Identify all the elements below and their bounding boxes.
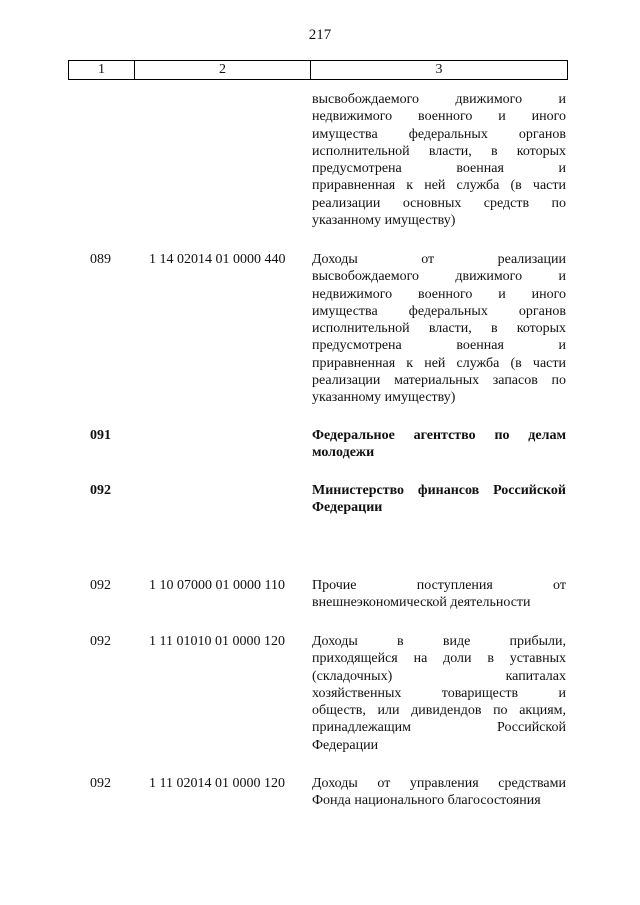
row-kbk: 1 11 01010 01 0000 120 <box>149 634 285 649</box>
row-code: 092 <box>90 578 111 593</box>
column-header-2: 2 <box>135 61 311 79</box>
description-line: приравненная к ней служба (в части <box>312 178 566 194</box>
description-line: обществ, или дивидендов по акциям, <box>312 703 566 719</box>
description-line: имущества федеральных органов <box>312 303 566 319</box>
description-line: реализации материальных запасов по <box>312 373 566 389</box>
description-line: Фонда национального благосостояния <box>312 793 541 809</box>
row-code: 092 <box>90 776 111 791</box>
description-line: имущества федеральных органов <box>312 126 566 142</box>
row-description <box>312 427 566 462</box>
description-line: высвобождаемого движимого и <box>312 92 566 107</box>
description-line: Доходы от реализации <box>312 252 566 267</box>
description-line: Федеральное агентство по делам <box>312 428 566 443</box>
description-line: принадлежащим Российской <box>312 720 566 736</box>
description-line: высвобождаемого движимого и <box>312 269 566 285</box>
column-header-1: 1 <box>69 61 135 79</box>
description-line: Прочие поступления от <box>312 578 566 593</box>
row-code: 089 <box>90 252 111 267</box>
row-description <box>312 577 566 612</box>
description-line: реализации основных средств по <box>312 195 566 211</box>
row-code: 092 <box>90 634 111 649</box>
row-code: 091 <box>90 428 111 443</box>
description-line: недвижимого военного и иного <box>312 286 566 302</box>
description-line: Федерации <box>312 500 383 516</box>
description-line: предусмотрена военная и <box>312 338 566 354</box>
row-description <box>312 633 566 754</box>
description-line: Доходы в виде прибыли, <box>312 634 566 649</box>
row-description <box>312 251 566 407</box>
description-line: исполнительной власти, в которых <box>312 321 566 337</box>
description-line: исполнительной власти, в которых <box>312 143 566 159</box>
row-kbk: 1 10 07000 01 0000 110 <box>149 578 285 593</box>
description-line: молодежи <box>312 445 375 461</box>
description-line: Федерации <box>312 737 379 753</box>
row-description <box>312 91 566 229</box>
page-number: 217 <box>308 27 332 43</box>
description-line: приравненная к ней служба (в части <box>312 355 566 371</box>
row-description <box>312 775 566 810</box>
row-code: 092 <box>90 483 111 498</box>
row-kbk: 1 11 02014 01 0000 120 <box>149 776 285 791</box>
description-line: указанному имуществу) <box>312 213 456 229</box>
description-line: приходящейся на доли в уставных <box>312 651 566 667</box>
column-header-3: 3 <box>435 62 443 77</box>
description-line: внешнеэкономической деятельности <box>312 595 531 611</box>
description-line: хозяйственных товариществ и <box>312 685 566 701</box>
table-header <box>68 60 568 80</box>
description-line: Министерство финансов Российской <box>312 483 566 498</box>
description-line: Доходы от управления средствами <box>312 776 566 791</box>
row-description <box>312 482 566 517</box>
row-kbk: 1 14 02014 01 0000 440 <box>149 252 286 267</box>
description-line: указанному имуществу) <box>312 390 456 406</box>
description-line: недвижимого военного и иного <box>312 109 566 125</box>
description-line: предусмотрена военная и <box>312 161 566 177</box>
description-line: (складочных) капиталах <box>312 668 566 684</box>
